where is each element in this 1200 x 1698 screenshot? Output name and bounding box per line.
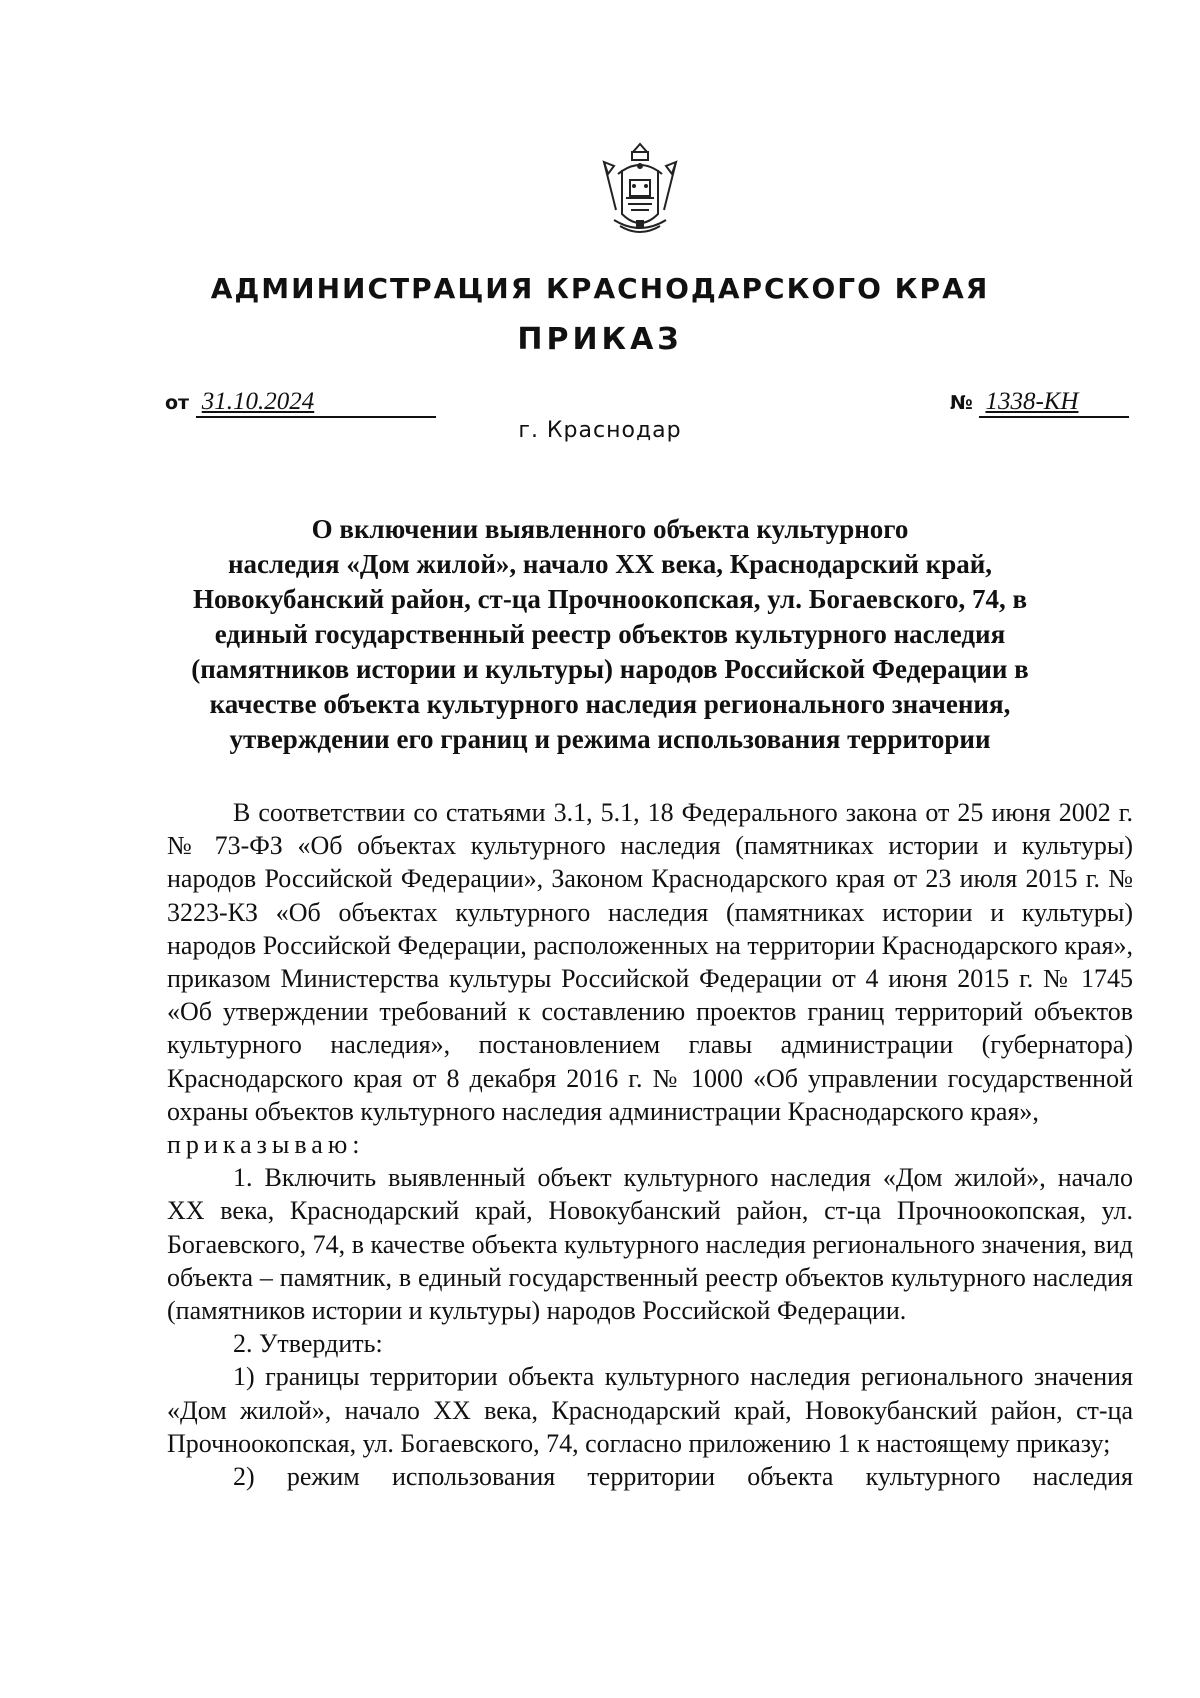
document-body [167, 796, 1133, 1493]
date-prefix: от [165, 392, 190, 414]
subject-line: Новокубанский район, ст-ца Прочноокопская, ул. Богаевского, 74, в [192, 584, 1028, 614]
document-subject [160, 512, 1060, 757]
subject-line: О включении выявленного объекта культурного [311, 514, 909, 544]
number-prefix: № [950, 392, 973, 414]
subject-line: качестве объекта культурного наследия регионального значения, [209, 689, 1011, 719]
document-type: ПРИКАЗ [517, 322, 683, 357]
item-2-paragraph: 2. Утвердить: [233, 1329, 383, 1359]
preamble-paragraph: В соответствии со статьями 3.1, 5.1, 18 Федерального закона от 25 июня 2002 г. № 73-ФЗ «Об объектах культурного наследия (памятниках истории и культуры) народов Российской Федерации», Законом Краснодарского края от 23 июля 2015 г. № 3223-КЗ «Об объектах культурного наследия (памятниках истории и культуры) народов Российской Федерации, расположенных на территории Краснодарского края», приказом Министерства культуры Российской Федерации от 4 июня 2015 г. № 1745 «Об утверждении требований к составлению проектов границ территорий объектов культурного наследия», постановлением главы администрации (губернатора) Краснодарского края от 8 декабря 2016 г. № 1000 «Об управлении государственной охраны объектов культурного наследия администрации Краснодарского края», [167, 798, 1133, 1126]
date-value: 31.10.2024 [196, 388, 436, 418]
organization-title: АДМИНИСТРАЦИЯ КРАСНОДАРСКОГО КРАЯ [210, 272, 990, 305]
city: г. Краснодар [518, 418, 682, 443]
item-1-paragraph: 1. Включить выявленный объект культурного наследия «Дом жилой», начало XX века, Краснодарский край, Новокубанский район, ст-ца Прочноокопская, ул. Богаевского, 74, в качестве объекта культурного наследия регионального значения, вид объекта – памятник, в единый государственный реестр объектов культурного наследия (памятников истории и культуры) народов Российской Федерации. [167, 1163, 1133, 1326]
subject-line: единый государственный реестр объектов культурного наследия [214, 619, 1006, 649]
date-line [165, 388, 436, 418]
coat-of-arms-icon [598, 140, 682, 240]
order-word: приказываю: [167, 1130, 365, 1160]
item-2-2-paragraph: 2) режим использования территории объекта культурного наследия [233, 1462, 1133, 1492]
number-line [950, 388, 1129, 418]
number-value: 1338-КН [979, 388, 1129, 418]
subject-line: утверждении его границ и режима использования территории [229, 724, 991, 754]
item-2-1-paragraph: 1) границы территории объекта культурного наследия регионального значения «Дом жилой», начало XX века, Краснодарский край, Новокубанский район, ст-ца Прочноокопская, ул. Богаевского, 74, согласно приложению 1 к настоящему приказу; [167, 1362, 1133, 1458]
subject-line: наследия «Дом жилой», начало XX века, Краснодарский край, [227, 549, 993, 579]
subject-line: (памятников истории и культуры) народов Российской Федерации в [191, 654, 1029, 684]
